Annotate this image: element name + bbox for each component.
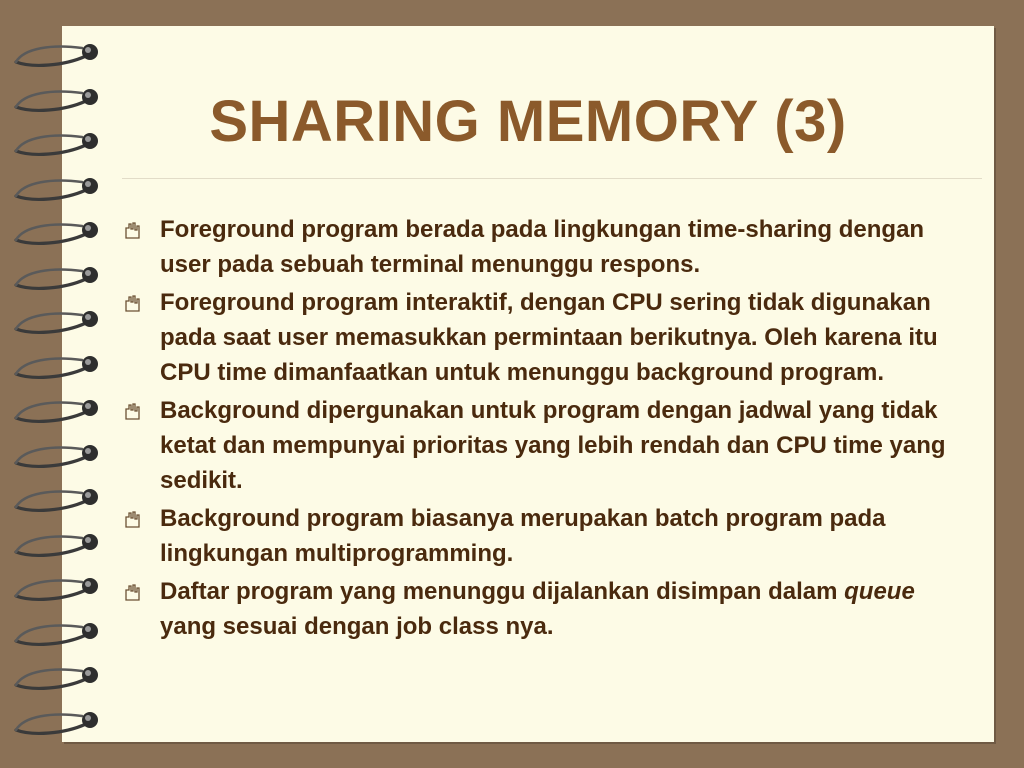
spiral-coil	[12, 572, 104, 602]
hand-writing-icon	[122, 220, 142, 240]
slide-title: SHARING MEMORY (3)	[209, 89, 847, 154]
spiral-coil	[12, 661, 104, 691]
spiral-coil	[12, 439, 104, 469]
bullet-item	[122, 285, 972, 390]
title-divider	[122, 178, 982, 179]
spiral-coil	[12, 83, 104, 113]
hand-writing-icon	[122, 293, 142, 313]
spiral-coil	[12, 216, 104, 246]
bullet-emphasis: queue	[844, 578, 915, 605]
bullet-text: Background program biasanya merupakan batch program pada lingkungan multiprogramming.	[160, 505, 886, 567]
hand-writing-icon	[122, 401, 142, 421]
bullet-list	[122, 212, 972, 647]
spiral-coil	[12, 305, 104, 335]
bullet-text: Foreground program interaktif, dengan CPU sering tidak digunakan pada saat user memasukkan permintaan berikutnya. Oleh karena itu CPU time dimanfaatkan untuk menunggu background program.	[160, 289, 938, 386]
spiral-coil	[12, 127, 104, 157]
spiral-coil	[12, 350, 104, 380]
bullet-item	[122, 574, 972, 644]
notebook-page	[62, 26, 994, 742]
bullet-text: Foreground program berada pada lingkungan time-sharing dengan user pada sebuah terminal menunggu respons.	[160, 216, 925, 278]
spiral-coil	[12, 483, 104, 513]
hand-writing-icon	[122, 509, 142, 529]
spiral-coil	[12, 38, 104, 68]
hand-writing-icon	[122, 582, 142, 602]
spiral-coil	[12, 394, 104, 424]
bullet-item	[122, 501, 972, 571]
bullet-text-after: yang sesuai dengan job class nya.	[160, 613, 554, 640]
bullet-item	[122, 212, 972, 282]
spiral-coil	[12, 172, 104, 202]
spiral-coil	[12, 617, 104, 647]
spiral-coil	[12, 528, 104, 558]
bullet-item	[122, 393, 972, 498]
spiral-coil	[12, 261, 104, 291]
bullet-text: Background dipergunakan untuk program dengan jadwal yang tidak ketat dan mempunyai prioritas yang lebih rendah dan CPU time yang sedikit.	[160, 397, 946, 494]
spiral-coil	[12, 706, 104, 736]
bullet-text-before: Daftar program yang menunggu dijalankan disimpan dalam	[160, 578, 845, 605]
